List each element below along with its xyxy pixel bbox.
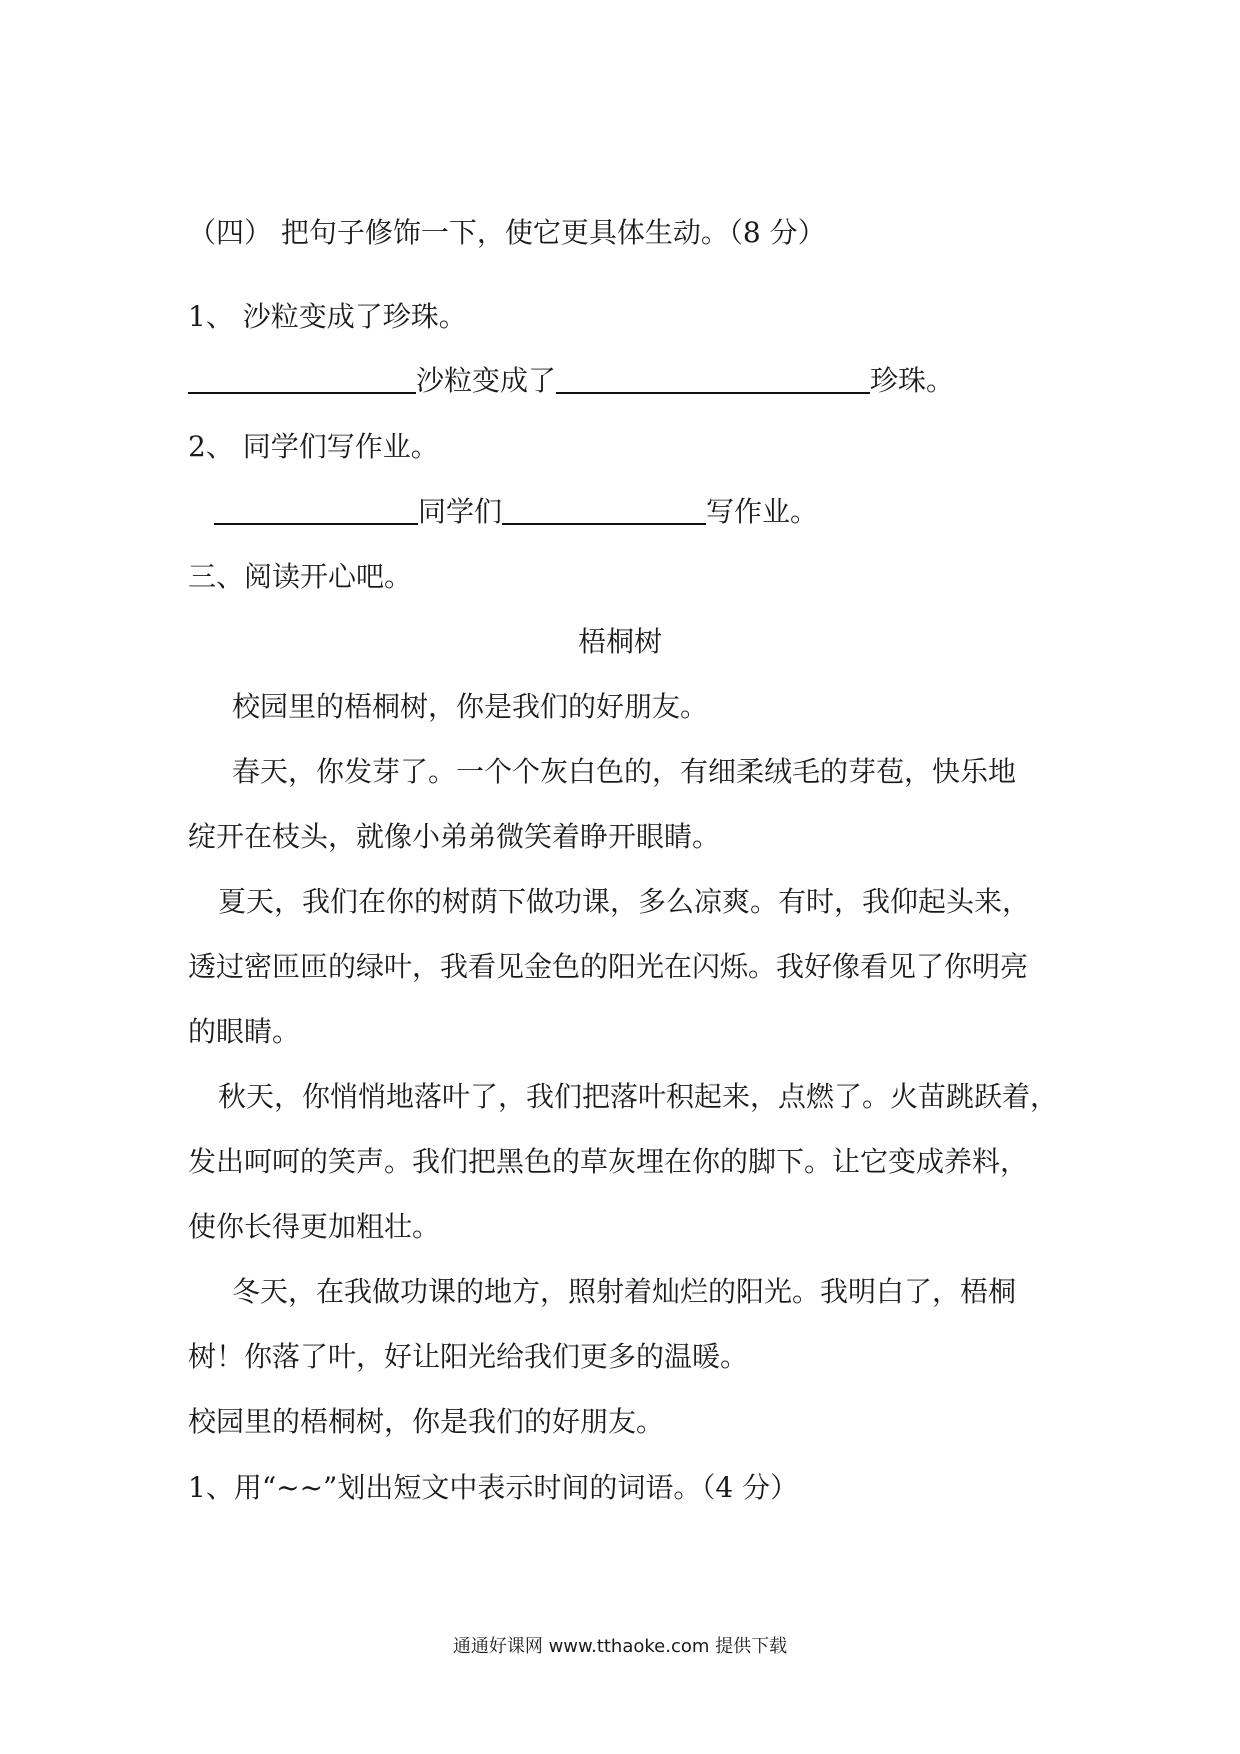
section3-heading: 三、阅读开心吧。 bbox=[188, 560, 413, 593]
passage-line-10: 冬天，在我做功课的地方，照射着灿烂的阳光。我明白了，梧桐 bbox=[232, 1275, 1017, 1308]
question1-part-a: 沙粒变成了 bbox=[416, 364, 557, 397]
question2-prompt: 2、 同学们写作业。 bbox=[188, 430, 439, 463]
question2-blank-2[interactable] bbox=[502, 495, 706, 525]
question2-part-b: 写作业。 bbox=[706, 495, 819, 528]
passage-line-7: 秋天，你悄悄地落叶了，我们把落叶积起来，点燃了。火苗跳跃着， bbox=[218, 1080, 1059, 1113]
passage-line-4: 夏天，我们在你的树荫下做功课，多么凉爽。有时，我仰起头来， bbox=[218, 885, 1031, 918]
page-footer: 通通好课网 www.tthaoke.com 提供下载 bbox=[452, 1636, 788, 1657]
passage-line-6: 的眼睛。 bbox=[188, 1015, 301, 1048]
passage-line-11: 树！你落了叶，好让阳光给我们更多的温暖。 bbox=[188, 1340, 749, 1373]
section4-heading: （四） 把句子修饰一下，使它更具体生动。（8 分） bbox=[188, 216, 826, 249]
question2-blank-1[interactable] bbox=[214, 495, 418, 525]
question1-prompt: 1、 沙粒变成了珍珠。 bbox=[188, 300, 467, 333]
question2-part-a: 同学们 bbox=[418, 495, 503, 528]
passage-line-1: 校园里的梧桐树，你是我们的好朋友。 bbox=[232, 690, 709, 723]
passage-line-12: 校园里的梧桐树，你是我们的好朋友。 bbox=[188, 1405, 665, 1438]
question1-fill-line bbox=[188, 361, 954, 401]
passage-line-5: 透过密匝匝的绿叶，我看见金色的阳光在闪烁。我好像看见了你明亮 bbox=[188, 950, 1029, 983]
question1-blank-1[interactable] bbox=[188, 364, 416, 394]
passage-line-3: 绽开在枝头，就像小弟弟微笑着睁开眼睛。 bbox=[188, 820, 721, 853]
passage-line-8: 发出呵呵的笑声。我们把黑色的草灰埋在你的脚下。让它变成养料， bbox=[188, 1145, 1029, 1178]
question1-blank-2[interactable] bbox=[556, 364, 870, 394]
passage-line-9: 使你长得更加粗壮。 bbox=[188, 1210, 441, 1243]
passage-title: 梧桐树 bbox=[578, 625, 663, 658]
passage-line-2: 春天，你发芽了。一个个灰白色的，有细柔绒毛的芽苞，快乐地 bbox=[232, 755, 1017, 788]
question1-part-b: 珍珠。 bbox=[870, 364, 955, 397]
question-time-words: 1、用“~~”划出短文中表示时间的词语。（4 分） bbox=[188, 1471, 799, 1504]
question2-fill-line bbox=[214, 492, 818, 532]
